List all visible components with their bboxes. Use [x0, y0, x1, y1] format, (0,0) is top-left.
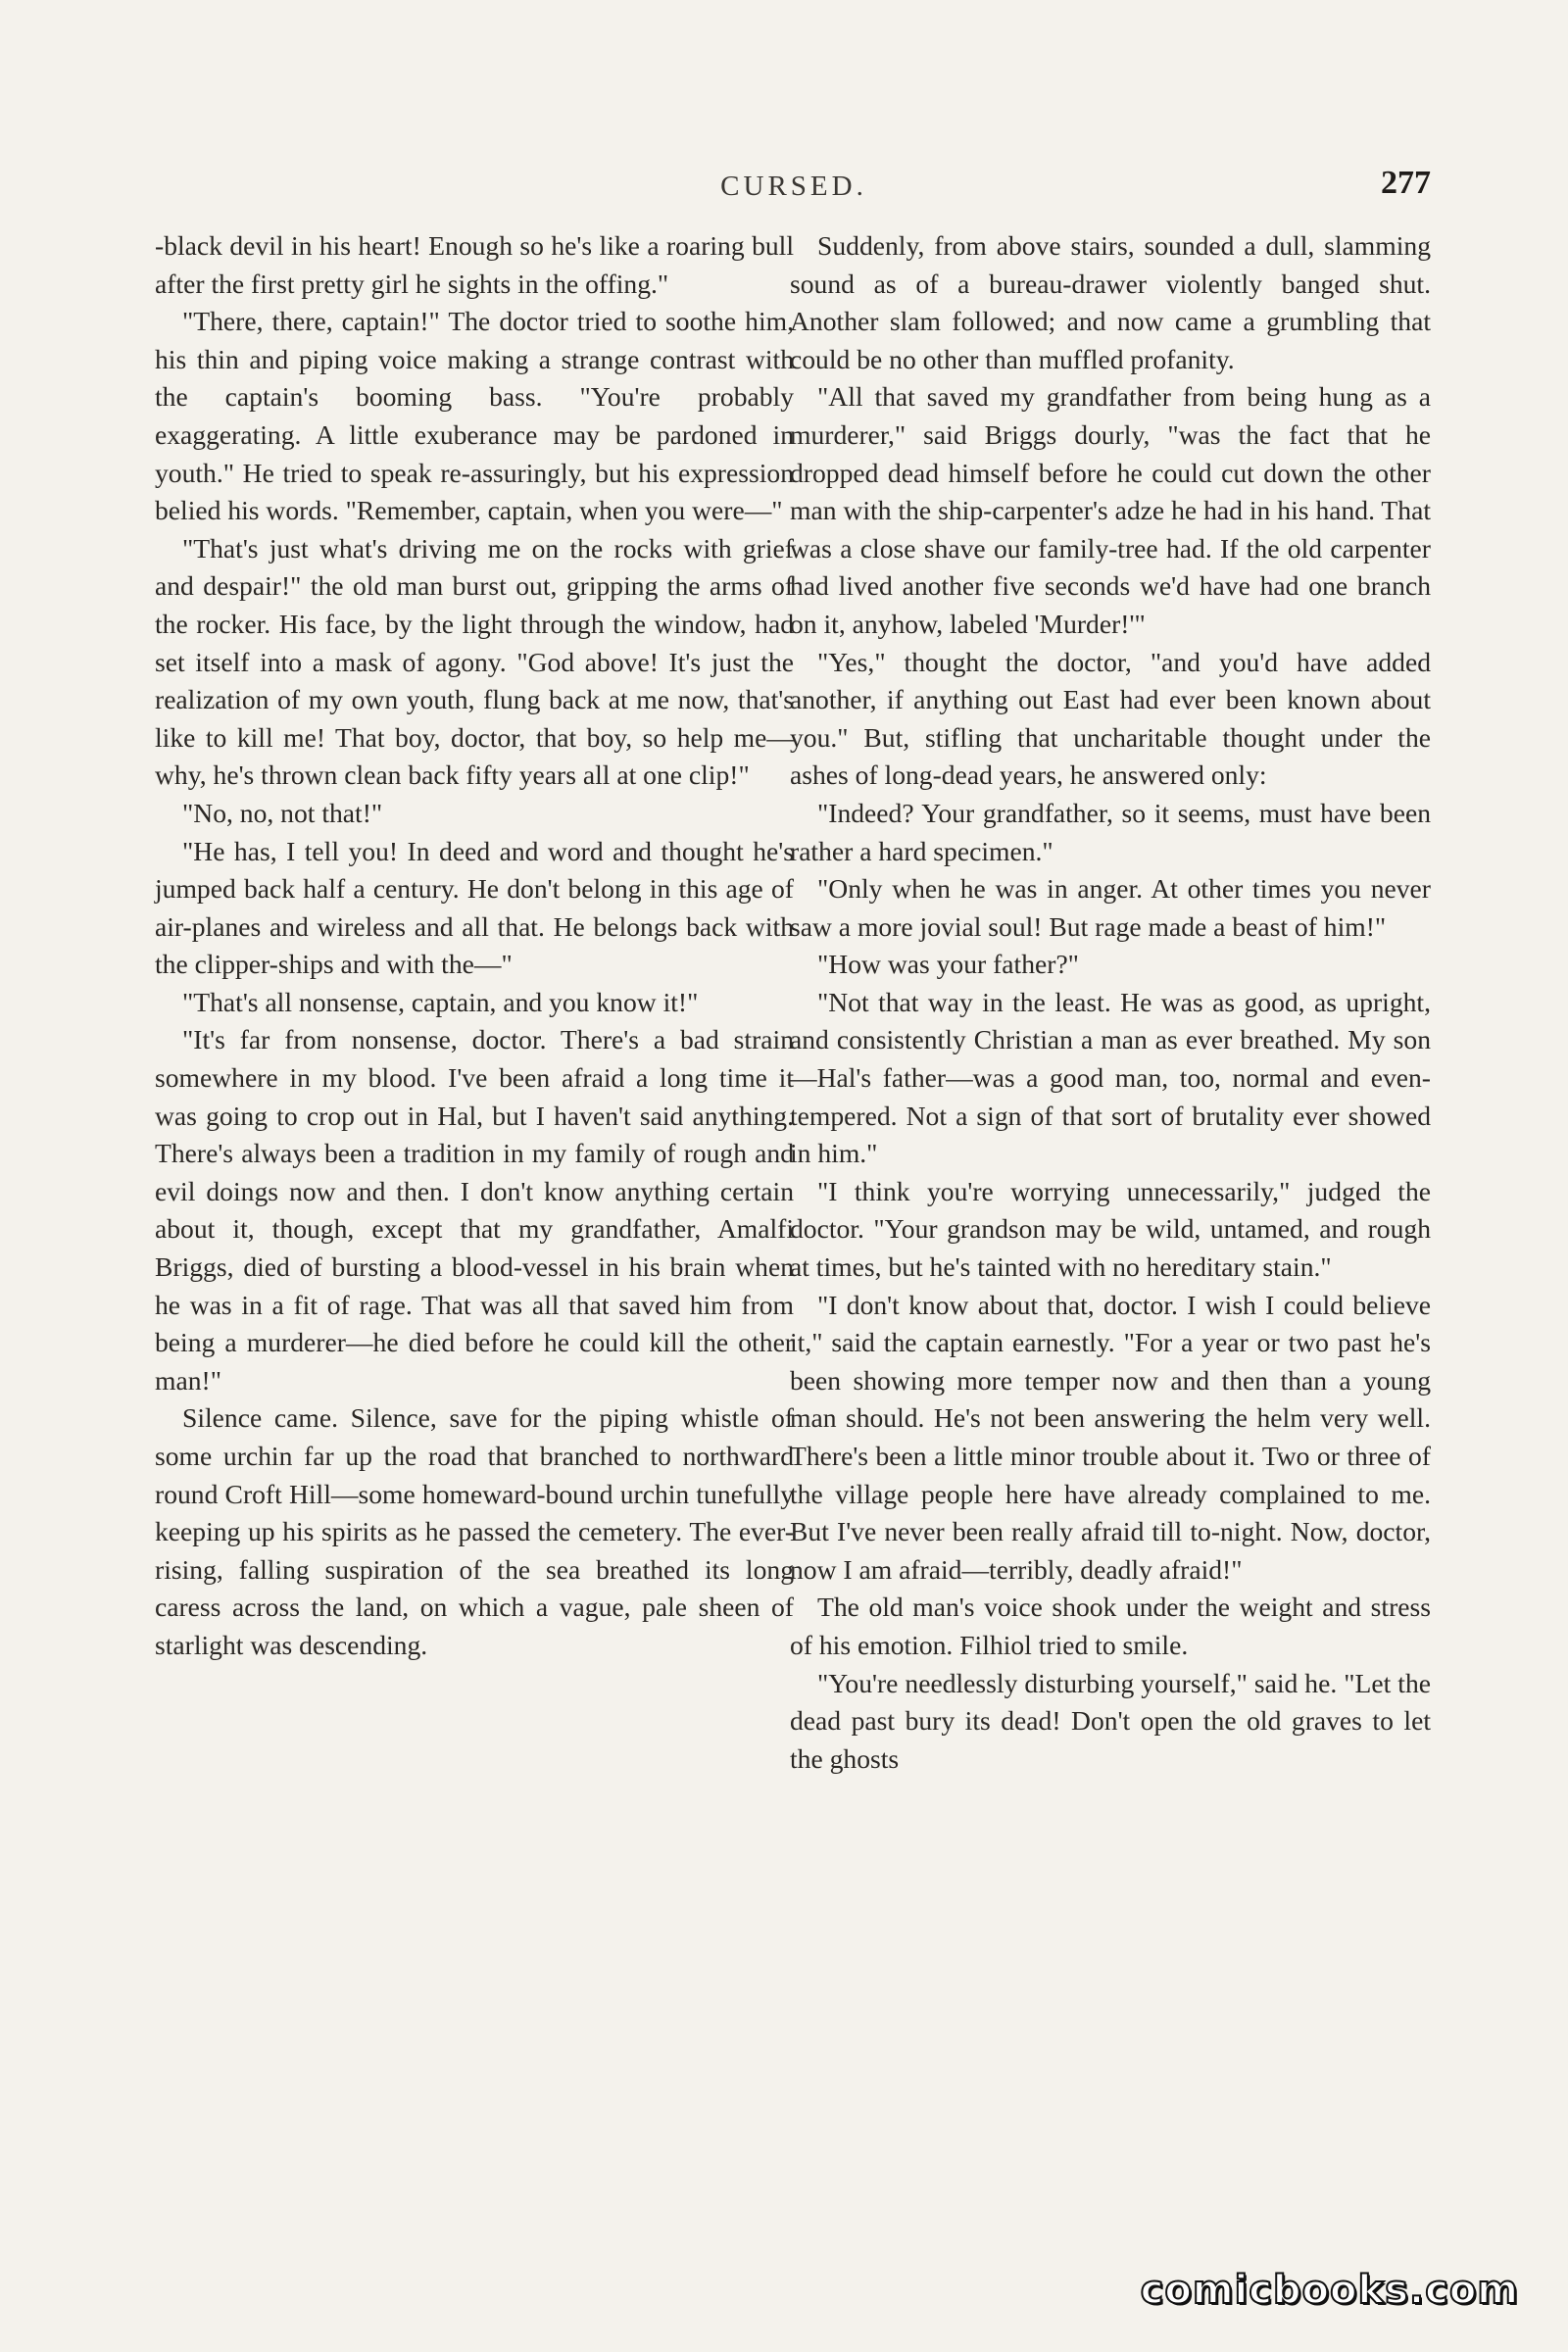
paragraph: "Indeed? Your grandfather, so it seems, must have been rather a hard specimen."	[790, 797, 1431, 866]
left-column	[155, 227, 794, 1665]
paragraph: "He has, I tell you! In deed and word and thought he's jumped back half a century. He don't belong in this age of air-planes and wireless and all that. He belongs back with the clipper-ships and with the—"	[155, 835, 794, 980]
paragraph: Suddenly, from above stairs, sounded a dull, slamming sound as of a bureau-drawer violently banged shut. Another slam followed; and now came a grumbling that could be no other than muffled profanity.	[790, 230, 1431, 374]
paragraph: "You're needlessly disturbing yourself," said he. "Let the dead past bury its dead! Don't open the old graves to let the ghosts	[790, 1667, 1431, 1774]
paragraph: "It's far from nonsense, doctor. There's a bad strain somewhere in my blood. I've been afraid a long time it was going to crop out in Hal, but I haven't said anything. There's always been a tradition in my family of rough and evil doings now and then. I don't know anything certain about it, though, except that my grandfather, Amalfi Briggs, died of bursting a blood-vessel in his brain when he was in a fit of rage. That was all that saved him from being a murderer—he died before he could kill the other man!"	[155, 1024, 794, 1396]
paragraph: "That's just what's driving me on the rocks with grief and despair!" the old man burst out, gripping the arms of the rocker. His face, by the light through the window, had set itself into a mask of agony. "God above! It's just the realization of my own youth, flung back at me now, that's like to kill me! That boy, doctor, that boy, so help me—why, he's thrown clean back fifty years all at one clip!"	[155, 532, 794, 791]
paragraph: "Only when he was in anger. At other times you never saw a more jovial soul! But rage made a beast of him!"	[790, 873, 1431, 942]
page-number: 277	[1381, 165, 1431, 201]
paragraph: "No, no, not that!"	[182, 797, 383, 828]
paragraph: "Not that way in the least. He was as good, as upright, and consistently Christian a man as ever breathed. My son—Hal's father—was a good man, too, normal and even-tempered. Not a sign of that sort of brutality ever showed in him."	[790, 986, 1431, 1169]
paragraph: "I think you're worrying unnecessarily," judged the doctor. "Your grandson may be wild, untamed, and rough at times, but he's tainted with no hereditary stain."	[790, 1175, 1431, 1283]
watermark-logo: comicbooks.com	[1140, 2268, 1519, 2313]
paragraph: "I don't know about that, doctor. I wish I could believe it," said the captain earnestly. "For a year or two past he's been showing more temper now and then than a young man should. He's not been answering the helm very well. There's been a little minor trouble about it. Two or three of the village people here have already complained to me. But I've never been really afraid till to-night. Now, doctor, now I am afraid—terribly, deadly afraid!"	[790, 1289, 1431, 1585]
paragraph: Silence came. Silence, save for the piping whistle of some urchin far up the road that branched to northward round Croft Hill—some homeward-bound urchin tunefully keeping up his spirits as he passed the cemetery. The ever-rising, falling suspiration of the sea breathed its long caress across the land, on which a vague, pale sheen of starlight was descending.	[155, 1402, 794, 1660]
paragraph: "There, there, captain!" The doctor tried to soothe him, his thin and piping voice making a strange contrast with the captain's booming bass. "You're probably exaggerating. A little exuberance may be pardoned in youth." He tried to speak re-assuringly, but his expression belied his words. "Remember, captain, when you were—"	[155, 306, 794, 526]
paragraph: "How was your father?"	[817, 949, 1079, 980]
paragraph: The old man's voice shook under the weight and stress of his emotion. Filhiol tried to smile.	[790, 1592, 1431, 1660]
running-title: CURSED.	[720, 171, 867, 202]
paragraph: -black devil in his heart! Enough so he's like a roaring bull after the first pretty girl he sights in the offing."	[155, 230, 794, 299]
right-column	[790, 227, 1431, 1778]
paragraph: "Yes," thought the doctor, "and you'd have added another, if anything out East had ever been known about you." But, stifling that uncharitable thought under the ashes of long-dead years, he answered only:	[790, 646, 1431, 791]
page-header	[157, 165, 1431, 214]
paragraph: "All that saved my grandfather from being hung as a murderer," said Briggs dourly, "was the fact that he dropped dead himself before he could cut down the other man with the ship-carpenter's adze he had in his hand. That was a close shave our family-tree had. If the old carpenter had lived another five seconds we'd have had one branch on it, anyhow, labeled 'Murder!'"	[790, 381, 1431, 639]
paragraph: "That's all nonsense, captain, and you know it!"	[182, 986, 699, 1017]
